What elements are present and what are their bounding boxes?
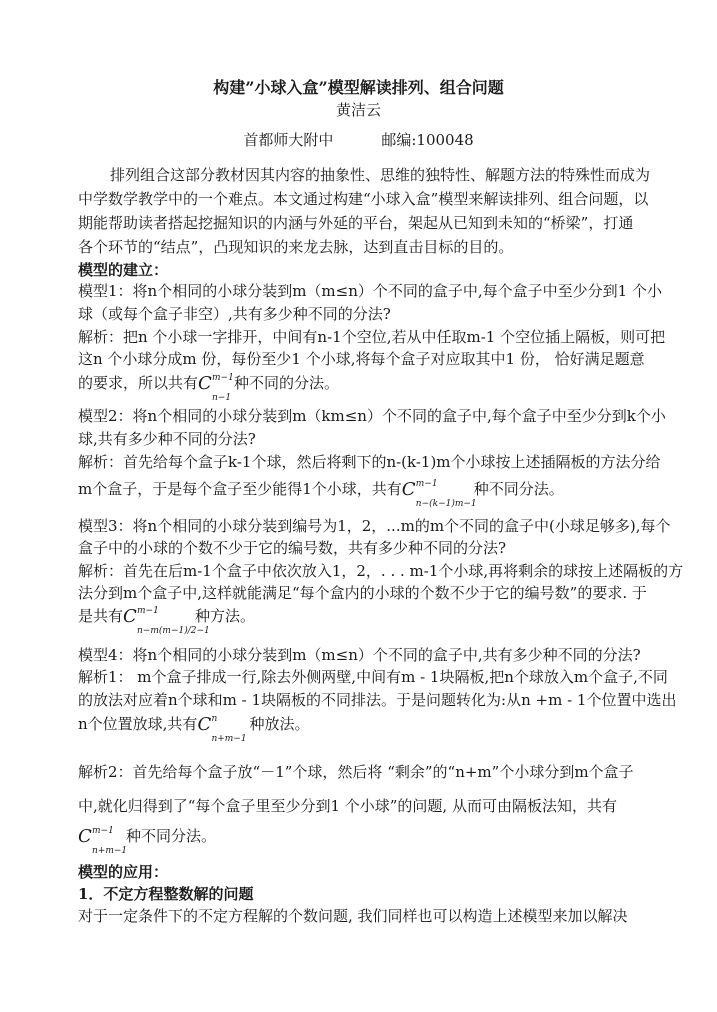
model3-line: 法分到m个盒子中,这样就能满足“每个盒内的小球的个数不少于它的编号数”的要求. 于 <box>78 584 647 602</box>
model4-text: 种不同分法。 <box>126 827 217 845</box>
combination-formula: C m−1 n−m(m−1)/2−1 <box>123 607 195 627</box>
model3-text: 种方法。 <box>195 607 256 625</box>
formula-superscript: m−1 <box>212 373 234 383</box>
formula-subscript: n−1 <box>212 393 232 403</box>
combination-formula: C m−1 n−1 <box>198 374 234 394</box>
model4-line: 解析2：首先给每个盒子放“－1”个球，然后将 “剩余”的“n+m”个小球分到m个盒子 <box>78 763 634 781</box>
intro-line: 中学数学教学中的一个难点。本文通过构建“小球入盒”模型来解读排列、组合问题，以 <box>78 190 649 208</box>
formula-superscript: m−1 <box>92 826 114 836</box>
model2-text: 种不同分法。 <box>473 480 564 498</box>
intro-line: 排列组合这部分教材因其内容的抽象性、思维的独特性、解题方法的特殊性而成为 <box>110 166 651 184</box>
model1-text: 的要求，所以共有 <box>78 374 199 392</box>
model3-line: 盒子中的小球的个数不少于它的编号数，共有多少种不同的分法? <box>78 539 507 557</box>
model1-line: 解析：把n 个小球一字排开，中间有n-1个空位,若从中任取m-1 个空位插上隔板，则可把 <box>78 328 666 346</box>
paper-title: 构建”小球入盒”模型解读排列、组合问题 <box>213 78 504 97</box>
section-heading: 模型的建立： <box>78 261 169 279</box>
model4-line: 的放法对应着n个球和m - 1块隔板的不同排法。于是问题转化为:从n +m - 1个位置中选出 <box>78 691 677 709</box>
intro-line: 各个环节的“结点”，凸现知识的来龙去脉，达到直击目标的目的。 <box>78 238 514 256</box>
model4-line: 中,就化归得到了“每个盒子里至少分到1 个小球”的问题, 从而可由隔板法知，共有 <box>78 797 617 815</box>
formula-subscript: n−m(m−1)/2−1 <box>137 626 210 636</box>
model2-text: m个盒子，于是每个盒子至少能得1个小球，共有 <box>78 480 402 498</box>
model2-line: 模型2：将n个相同的小球分装到m（km≤n）个不同的盒子中,每个盒子中至少分到k个小 <box>78 407 666 425</box>
affiliation-line <box>0 130 717 150</box>
formula-subscript: n+m−1 <box>92 846 128 856</box>
model3-text: 是共有 <box>78 607 124 625</box>
subsection-heading: 1．不定方程整数解的问题 <box>78 885 254 903</box>
combination-formula: C n n+m−1 <box>197 715 249 735</box>
formula-subscript: n−(k−1)m−1 <box>415 499 477 509</box>
model4-line: 模型4：将n个相同的小球分装到m（m≤n）个不同的盒子中,共有多少种不同的分法? <box>78 646 641 664</box>
model2-line: 解析：首先给每个盒子k-1个球，然后将剩下的n-(k-1)m个小球按上述插隔板的方法分给 <box>78 453 661 471</box>
author-name: 黄洁云 <box>335 101 381 119</box>
model3-line <box>78 606 256 636</box>
model1-line: 模型1：将n个相同的小球分装到m（m≤n）个不同的盒子中,每个盒子中至少分到1 个小 <box>78 282 662 300</box>
model4-text: n个位置放球,共有 <box>78 715 198 733</box>
model4-line <box>78 826 217 856</box>
model1-line <box>78 373 340 403</box>
intro-line: 期能帮助读者搭起挖掘知识的内涵与外延的平台，架起从已知到未知的“桥梁”，打通 <box>78 214 634 232</box>
affiliation: 首都师大附中 <box>243 131 334 149</box>
formula-superscript: m−1 <box>415 479 438 489</box>
model3-line: 解析：首先在后m-1个盒子中依次放入1，2，. . . m-1个小球,再将剩余的球按上述隔板的方 <box>78 562 684 580</box>
model4-text: 种放法。 <box>249 715 310 733</box>
formula-superscript: n <box>211 714 218 724</box>
model3-line: 模型3：将n个相同的小球分装到编号为1，2，...m的m个不同的盒子中(小球足够多),每个 <box>78 517 671 535</box>
combination-formula: C m−1 n−(k−1)m−1 <box>402 480 474 500</box>
model2-line: 球,共有多少种不同的分法? <box>78 430 256 448</box>
formula-subscript: n+m−1 <box>211 734 247 744</box>
formula-superscript: m−1 <box>137 606 159 616</box>
body-line: 对于一定条件下的不定方程解的个数问题, 我们同样也可以构造上述模型来加以解决 <box>78 907 628 925</box>
combination-formula: C m−1 n+m−1 <box>78 827 126 847</box>
model2-line <box>78 479 564 509</box>
model4-line: 解析1： m个盒子排成一行,除去外侧两壁,中间有m - 1块隔板,把n个球放入m个盒子,不同 <box>78 668 668 686</box>
model1-line: 这n 个小球分成m 份，每份至少1 个小球,将每个盒子对应取其中1 份， 恰好满足题意 <box>78 350 645 368</box>
model1-line: 球（或每个盒子非空）,共有多少种不同的分法? <box>78 305 391 323</box>
model4-line <box>78 714 310 744</box>
model1-text: 种不同的分法。 <box>234 374 340 392</box>
section-heading: 模型的应用： <box>78 863 169 881</box>
postcode: 邮编:100048 <box>381 131 474 149</box>
